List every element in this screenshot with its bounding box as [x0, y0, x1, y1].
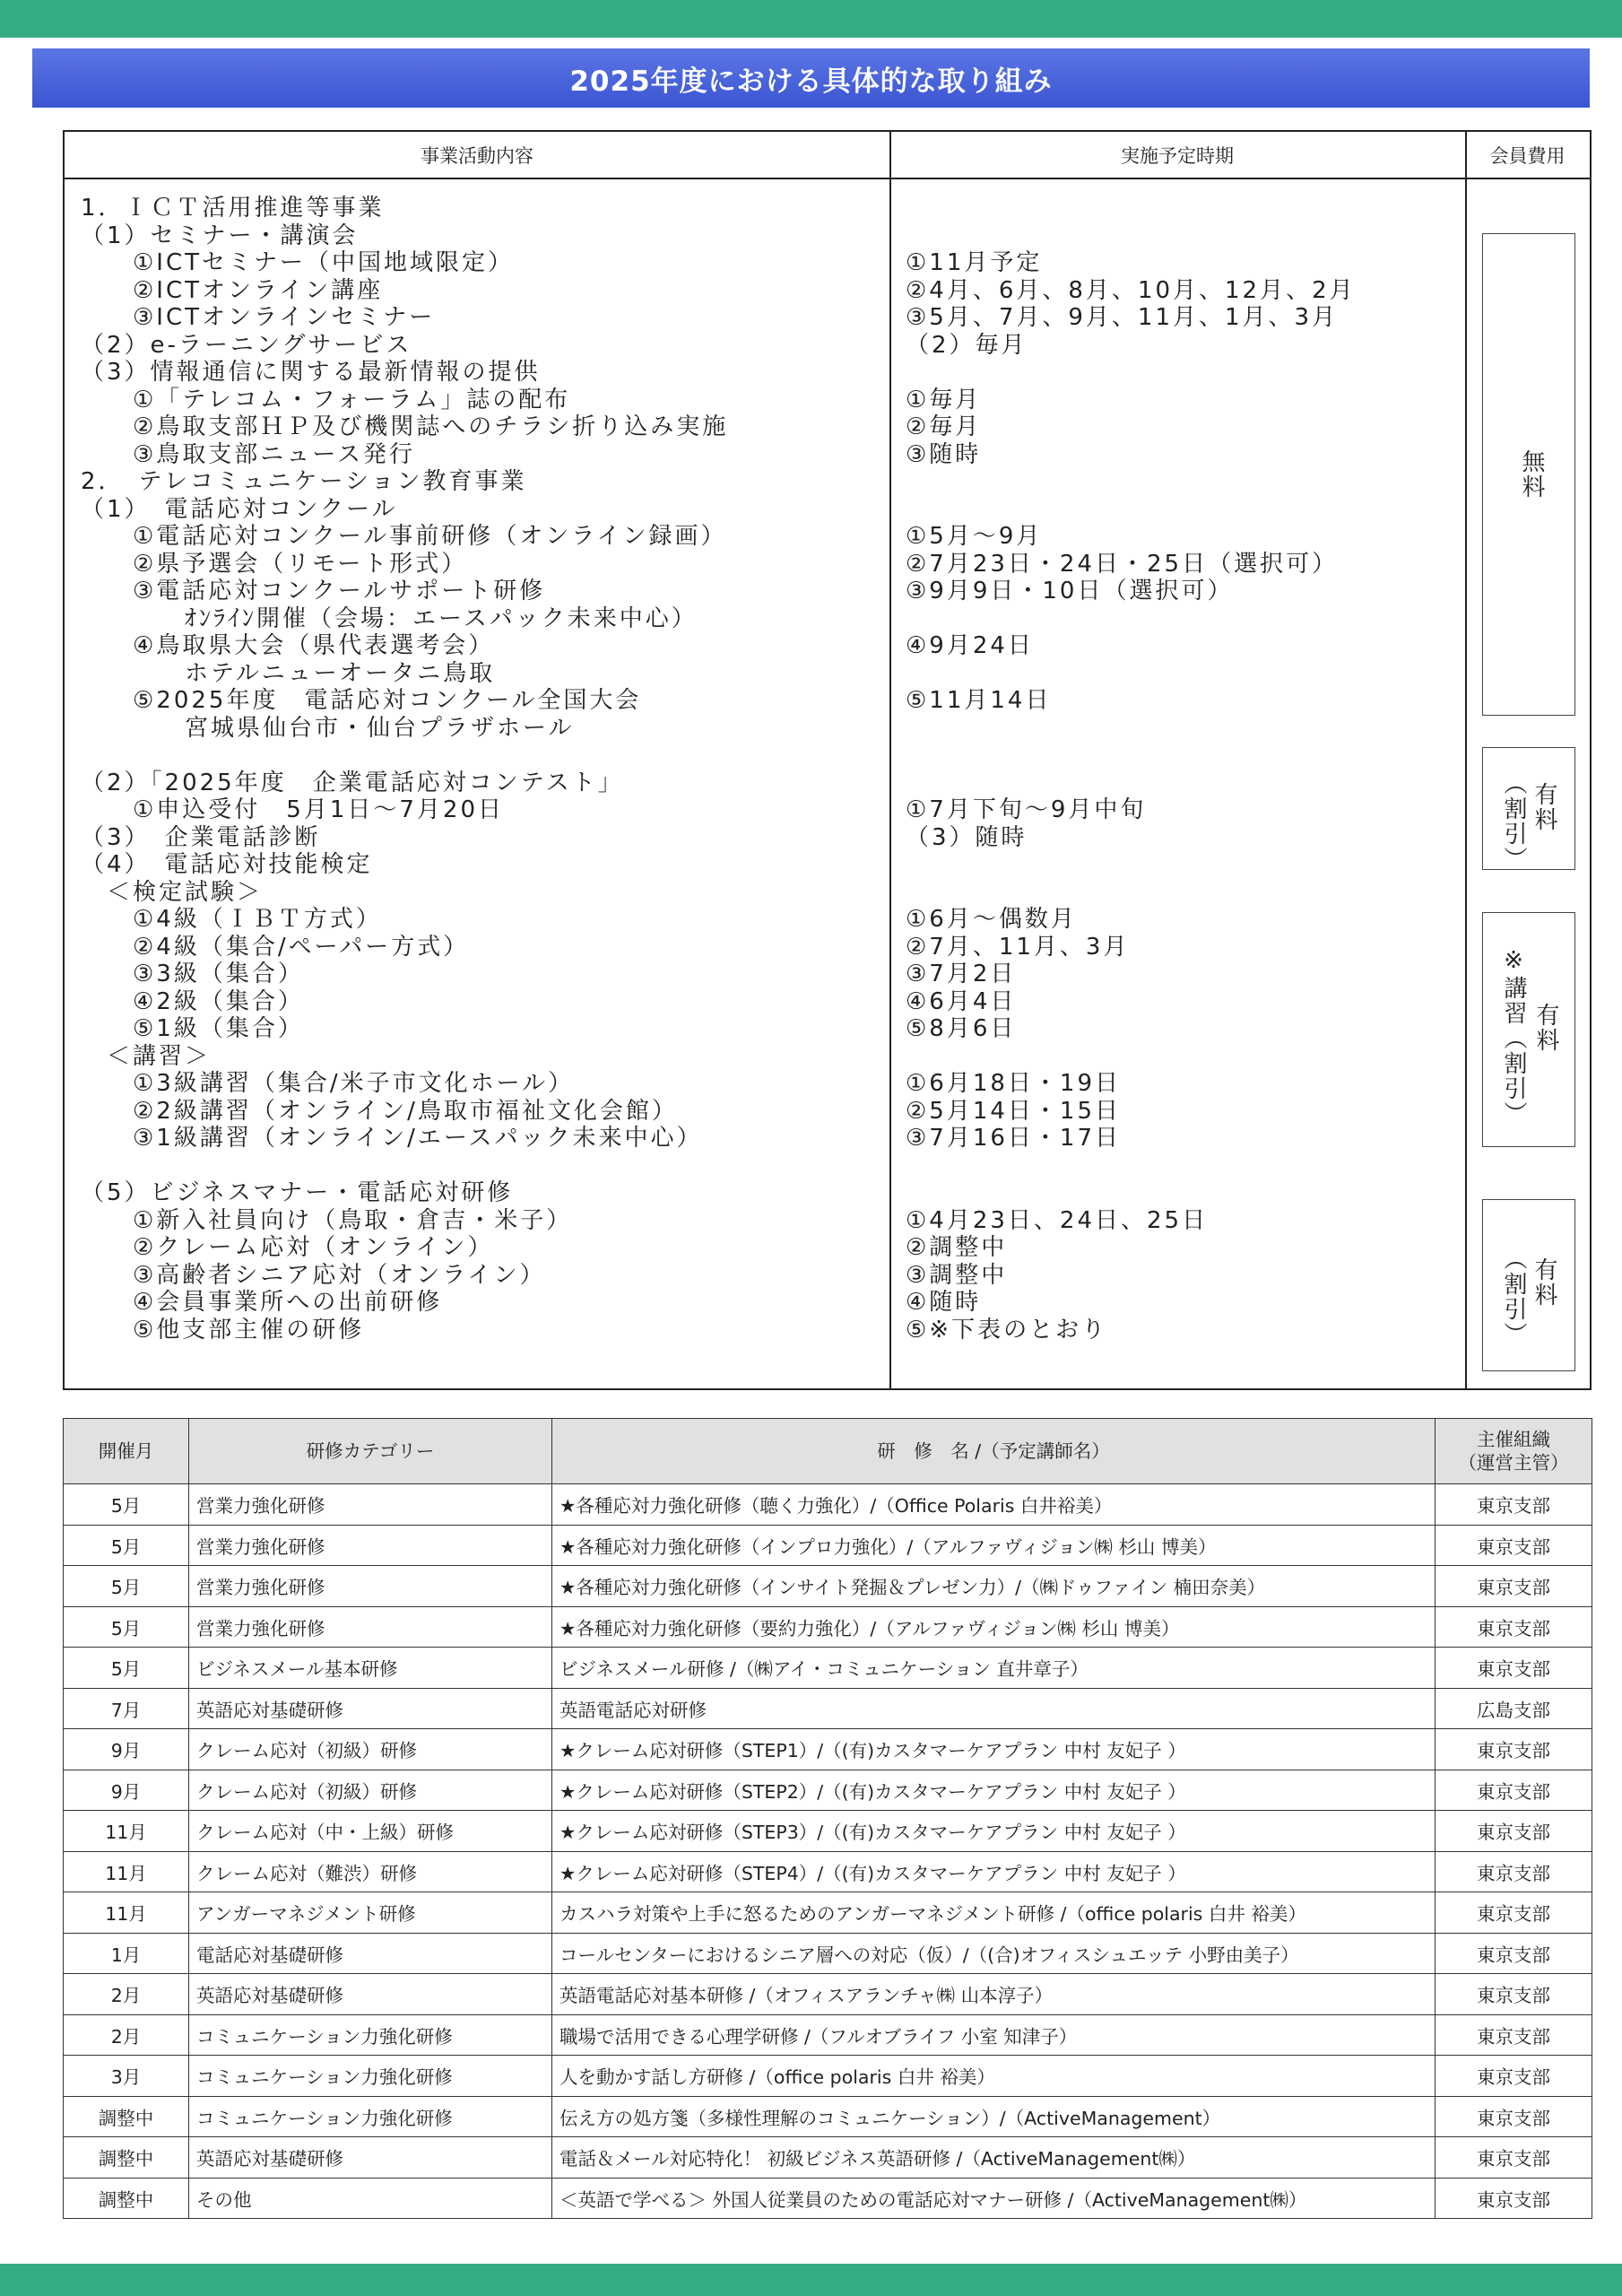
cell-category: コミュニケーション力強化研修: [189, 2014, 552, 2056]
table-row: [64, 2096, 1592, 2137]
activity-line: 2． テレコミュニケーション教育事業: [81, 468, 527, 495]
schedule-line: [906, 468, 1462, 496]
cell-organizer: 東京支部: [1436, 1525, 1592, 1566]
schedule-line: ⑤8月6日: [906, 1015, 1017, 1042]
cell-training-name: ★各種応対力強化研修（インサイト発掘＆プレゼン力）/（㈱ドゥファイン 楠田奈美）: [552, 1566, 1436, 1607]
table-row: [64, 1606, 1592, 1648]
activity-line: （1） 電話応対コンクール: [81, 495, 398, 523]
schedule-line: [906, 496, 1462, 524]
schedule-line: ①6月18日・19日: [906, 1070, 1122, 1097]
schedule-line: ①毎月: [906, 386, 982, 413]
cell-month: 5月: [64, 1648, 189, 1689]
cell-training-name: ★クレーム応対研修（STEP1）/（(有)カスタマーケアプラン 中村 友妃子 ）: [552, 1729, 1436, 1770]
activity-line: ③1級講習（オンライン/エースパック未来中心）: [81, 1125, 703, 1152]
bottom-color-band: [0, 2264, 1622, 2296]
activity-line: ④会員事業所への出前研修: [81, 1289, 443, 1316]
column-divider: [889, 132, 891, 1388]
table-row: [64, 1851, 1592, 1892]
cell-training-name: ビジネスメール研修 /（㈱アイ・コミュニケーション 直井章子）: [552, 1648, 1436, 1689]
schedule-line: ④9月24日: [906, 632, 1034, 659]
table-row: [64, 1525, 1592, 1566]
table-row: [64, 2137, 1592, 2179]
cell-organizer: 東京支部: [1436, 1648, 1592, 1689]
fee-paid-label: 有料: [1532, 1003, 1559, 1053]
schedule-line: [906, 605, 1462, 633]
cell-month: 調整中: [64, 2137, 189, 2179]
schedule-line: ③7月16日・17日: [906, 1125, 1122, 1152]
schedule-line: ②7月23日・24日・25日（選択可）: [906, 550, 1339, 578]
schedule-line: [906, 715, 1462, 743]
table-row: [64, 2056, 1592, 2097]
activity-list: [81, 195, 883, 1344]
cell-category: 英語応対基礎研修: [189, 2137, 552, 2179]
cell-organizer: 東京支部: [1436, 1606, 1592, 1648]
cell-organizer: 東京支部: [1436, 1851, 1592, 1892]
schedule-line: ①5月～9月: [906, 523, 1043, 550]
activity-line: [81, 742, 883, 770]
activity-line: （3）情報通信に関する最新情報の提供: [81, 359, 541, 386]
header-organizer-line2: （運営主管）: [1458, 1452, 1569, 1474]
cell-month: 5月: [64, 1484, 189, 1526]
activity-line: ②クレーム応対（オンライン）: [81, 1234, 494, 1261]
cell-category: 電話応対基礎研修: [189, 1933, 552, 1974]
page-title: 2025年度における具体的な取り組み: [569, 65, 1053, 98]
activity-line: ⑤1級（集合）: [81, 1015, 304, 1042]
cell-month: 9月: [64, 1770, 189, 1811]
schedule-line: [906, 660, 1462, 688]
schedule-line: ②5月14日・15日: [906, 1097, 1122, 1125]
cell-training-name: 電話＆メール対応特化！ 初級ビジネス英語研修 /（ActiveManagement㈱）: [552, 2137, 1436, 2179]
cell-category: クレーム応対（中・上級）研修: [189, 1811, 552, 1852]
cell-training-name: カスハラ対策や上手に怒るためのアンガーマネジメント研修 /（office polaris 白井 裕美）: [552, 1892, 1436, 1934]
training-schedule-table: [63, 1418, 1592, 2219]
schedule-line: [906, 1152, 1462, 1180]
schedule-line: ④随時: [906, 1289, 982, 1316]
table-row: [64, 2178, 1592, 2219]
cell-month: 11月: [64, 1811, 189, 1852]
activity-line: ホテルニューオータニ鳥取: [81, 659, 496, 687]
schedule-line: ⑤※下表のとおり: [906, 1316, 1108, 1344]
cell-training-name: ★各種応対力強化研修（要約力強化）/（アルファヴィジョン㈱ 杉山 博美）: [552, 1606, 1436, 1648]
cell-category: 英語応対基礎研修: [189, 1974, 552, 2015]
activity-line: ①電話応対コンクール事前研修（オンライン録画）: [81, 523, 727, 550]
activity-line: （2）e-ラーニングサービス: [81, 331, 412, 359]
cell-organizer: 東京支部: [1436, 1892, 1592, 1934]
cell-organizer: 東京支部: [1436, 1811, 1592, 1852]
cell-month: 7月: [64, 1688, 189, 1729]
cell-training-name: コールセンターにおけるシニア層への対応（仮）/（(合)オフィスシュエッテ 小野由美子）: [552, 1933, 1436, 1974]
schedule-list: [906, 195, 1462, 1344]
activity-line: ④鳥取県大会（県代表選考会）: [81, 632, 495, 659]
schedule-line: （2）毎月: [906, 331, 1028, 359]
activity-line: ③ICTオンラインセミナー: [81, 304, 436, 331]
cell-training-name: ★クレーム応対研修（STEP4）/（(有)カスタマーケアプラン 中村 友妃子 ）: [552, 1851, 1436, 1892]
schedule-line: ③7月2日: [906, 961, 1017, 987]
activity-line: ②2級講習（オンライン/鳥取市福祉文化会館）: [81, 1097, 678, 1125]
schedule-line: ①7月下旬～9月中旬: [906, 796, 1147, 823]
schedule-line: ①4月23日、24日、25日: [906, 1206, 1209, 1234]
cell-month: 3月: [64, 2056, 189, 2097]
cell-training-name: 英語電話応対研修: [552, 1688, 1436, 1729]
schedule-line: [906, 770, 1462, 797]
schedule-line: [906, 359, 1462, 387]
cell-organizer: 東京支部: [1436, 2014, 1592, 2056]
cell-month: 1月: [64, 1933, 189, 1974]
activity-line: ①3級講習（集合/米子市文化ホール）: [81, 1070, 575, 1097]
cell-month: 5月: [64, 1525, 189, 1566]
activity-line: ＜講習＞: [81, 1042, 212, 1070]
fee-paid-label: 有料: [1531, 782, 1557, 832]
table-row: [64, 1811, 1592, 1852]
cell-training-name: 人を動かす話し方研修 /（office polaris 白井 裕美）: [552, 2056, 1436, 2097]
cell-category: その他: [189, 2178, 552, 2219]
cell-category: 営業力強化研修: [189, 1606, 552, 1648]
cell-category: 英語応対基礎研修: [189, 1688, 552, 1729]
cell-training-name: ＜英語で学べる＞ 外国人従業員のための電話応対マナー研修 /（ActiveManagement㈱）: [552, 2178, 1436, 2219]
header-fee: 会員費用: [1489, 144, 1566, 167]
table-row: [64, 1933, 1592, 1974]
activity-line: ③鳥取支部ニュース発行: [81, 440, 416, 468]
header-organizer-line1: 主催組織: [1477, 1429, 1550, 1450]
cell-training-name: ★クレーム応対研修（STEP3）/（(有)カスタマーケアプラン 中村 友妃子 ）: [552, 1811, 1436, 1852]
schedule-line: [906, 742, 1462, 770]
cell-organizer: 東京支部: [1436, 2056, 1592, 2097]
table-row: [64, 2014, 1592, 2056]
cell-training-name: ★クレーム応対研修（STEP2）/（(有)カスタマーケアプラン 中村 友妃子 ）: [552, 1770, 1436, 1811]
cell-month: 2月: [64, 1974, 189, 2015]
schedule-line: [906, 1043, 1462, 1071]
schedule-line: ①6月～偶数月: [906, 906, 1077, 933]
cell-training-name: ★各種応対力強化研修（インプロ力強化）/（アルファヴィジョン㈱ 杉山 博美）: [552, 1525, 1436, 1566]
cell-organizer: 東京支部: [1436, 1566, 1592, 1607]
business-plan-table: [63, 130, 1592, 1390]
cell-organizer: 東京支部: [1436, 1484, 1592, 1526]
fee-paid-discount-box: [1482, 1199, 1575, 1371]
table-row: [64, 1974, 1592, 2015]
table-row: [64, 1688, 1592, 1729]
table-row: [64, 1892, 1592, 1934]
cell-month: 11月: [64, 1851, 189, 1892]
cell-category: クレーム応対（初級）研修: [189, 1770, 552, 1811]
schedule-line: ③随時: [906, 440, 982, 468]
cell-category: 営業力強化研修: [189, 1525, 552, 1566]
cell-category: 営業力強化研修: [189, 1484, 552, 1526]
schedule-line: [906, 222, 1462, 250]
fee-free-label: 無料: [1518, 449, 1545, 500]
cell-training-name: 伝え方の処方箋（多様性理解のコミュニケーション）/（ActiveManagement）: [552, 2096, 1436, 2137]
schedule-line: ②毎月: [906, 413, 982, 440]
schedule-line: （3）随時: [906, 823, 1028, 851]
activity-line: ①4級（ＩＢＴ方式）: [81, 906, 382, 933]
activity-line: 宮城県仙台市・仙台プラザホール: [81, 714, 575, 742]
cell-organizer: 東京支部: [1436, 1770, 1592, 1811]
fee-lecture-note: ※講習（割引）: [1500, 947, 1527, 1126]
schedule-line: ③調整中: [906, 1261, 1008, 1289]
activity-line: ＜検定試験＞: [81, 878, 264, 906]
cell-organizer: 東京支部: [1436, 1933, 1592, 1974]
cell-category: アンガーマネジメント研修: [189, 1892, 552, 1934]
activity-line: ②鳥取支部ＨＰ及び機関誌へのチラシ折り込み実施: [81, 413, 729, 440]
activity-line: ②4級（集合/ペーパー方式）: [81, 933, 470, 961]
cell-category: クレーム応対（難渋）研修: [189, 1851, 552, 1892]
fee-discount-note: （割引）: [1500, 1247, 1527, 1347]
cell-organizer: 東京支部: [1436, 2178, 1592, 2219]
header-category: 研修カテゴリー: [189, 1419, 552, 1484]
schedule-line: ②調整中: [906, 1234, 1008, 1261]
schedule-line: ④6月4日: [906, 987, 1017, 1015]
cell-category: コミュニケーション力強化研修: [189, 2096, 552, 2137]
cell-category: クレーム応対（初級）研修: [189, 1729, 552, 1770]
cell-category: コミュニケーション力強化研修: [189, 2056, 552, 2097]
cell-month: 2月: [64, 2014, 189, 2056]
header-training-name: 研 修 名 /（予定講師名）: [552, 1419, 1436, 1484]
cell-organizer: 東京支部: [1436, 2137, 1592, 2179]
cell-training-name: 英語電話応対基本研修 /（オフィスアランチャ㈱ 山本淳子）: [552, 1974, 1436, 2015]
cell-month: 9月: [64, 1729, 189, 1770]
title-banner: [32, 48, 1590, 108]
schedule-line: [906, 195, 1462, 222]
header-organizer: [1436, 1419, 1592, 1484]
activity-line: ③電話応対コンクールサポート研修: [81, 578, 546, 604]
activity-line: ③3級（集合）: [81, 961, 304, 987]
cell-organizer: 東京支部: [1436, 2096, 1592, 2137]
cell-organizer: 広島支部: [1436, 1688, 1592, 1729]
activity-line: ①申込受付 5月1日～7月20日: [81, 796, 505, 823]
activity-line: ②ICTオンライン講座: [81, 276, 384, 304]
cell-organizer: 東京支部: [1436, 1729, 1592, 1770]
activity-line: ⑤2025年度 電話応対コンクール全国大会: [81, 687, 642, 714]
cell-training-name: 職場で活用できる心理学研修 /（フルオブライフ 小室 知津子）: [552, 2014, 1436, 2056]
schedule-line: [906, 879, 1462, 907]
table-row: [64, 1648, 1592, 1689]
table-row: [64, 1566, 1592, 1607]
activity-line: 1．ＩＣＴ活用推進等事業: [81, 195, 385, 222]
fee-paid-lecture-box: [1482, 912, 1575, 1147]
cell-category: ビジネスメール基本研修: [189, 1648, 552, 1689]
activity-line: ③高齢者シニア応対（オンライン）: [81, 1261, 546, 1289]
top-color-band: [0, 0, 1622, 38]
activity-line: ①ICTセミナー（中国地域限定）: [81, 249, 515, 276]
fee-discount-note: （割引）: [1500, 771, 1527, 872]
cell-month: 調整中: [64, 2096, 189, 2137]
header-schedule: 実施予定時期: [1121, 144, 1234, 167]
table-row: [64, 1770, 1592, 1811]
cell-month: 5月: [64, 1566, 189, 1607]
activity-line: （3） 企業電話診断: [81, 823, 321, 851]
activity-line: （4） 電話応対技能検定: [81, 851, 373, 878]
training-header-row: [64, 1419, 1592, 1484]
table-row: [64, 1729, 1592, 1770]
activity-line: （2）「2025年度 企業電話応対コンテスト」: [81, 769, 624, 796]
cell-organizer: 東京支部: [1436, 1974, 1592, 2015]
activity-line: （5）ビジネスマナー・電話応対研修: [81, 1179, 514, 1206]
training-table-body: [64, 1484, 1592, 2219]
schedule-line: ③9月9日・10日（選択可）: [906, 578, 1234, 604]
schedule-line: [906, 1179, 1462, 1207]
fee-free-box: [1482, 233, 1575, 716]
cell-month: 11月: [64, 1892, 189, 1934]
schedule-line: ②7月、11月、3月: [906, 933, 1130, 961]
activity-line: ②県予選会（リモート形式）: [81, 550, 468, 578]
activity-line: ④2級（集合）: [81, 987, 304, 1015]
fee-paid-discount-box: [1482, 747, 1575, 870]
schedule-line: ①11月予定: [906, 249, 1043, 276]
schedule-line: ③5月、7月、9月、11月、1月、3月: [906, 304, 1339, 331]
activity-line: （1）セミナー・講演会: [81, 222, 359, 249]
header-activity: 事業活動内容: [421, 144, 533, 167]
activity-line: ①「テレコム・フォーラム」誌の配布: [81, 386, 571, 413]
header-month: 開催月: [64, 1419, 189, 1484]
schedule-line: ⑤11月14日: [906, 687, 1052, 714]
schedule-line: ②4月、6月、8月、10月、12月、2月: [906, 276, 1356, 304]
activity-line: [81, 1152, 883, 1180]
fee-paid-label: 有料: [1531, 1257, 1557, 1308]
cell-category: 営業力強化研修: [189, 1566, 552, 1607]
cell-training-name: ★各種応対力強化研修（聴く力強化）/（Office Polaris 白井裕美）: [552, 1484, 1436, 1526]
column-divider: [1465, 132, 1467, 1388]
cell-month: 5月: [64, 1606, 189, 1648]
activity-line: ⑤他支部主催の研修: [81, 1316, 365, 1344]
cell-month: 調整中: [64, 2178, 189, 2219]
activity-line: ｵﾝﾗｲﾝ開催（会場：エースパック未来中心）: [81, 604, 698, 632]
schedule-line: [906, 851, 1462, 879]
activity-line: ①新入社員向け（鳥取・倉吉・米子）: [81, 1206, 573, 1234]
table-row: [64, 1484, 1592, 1526]
